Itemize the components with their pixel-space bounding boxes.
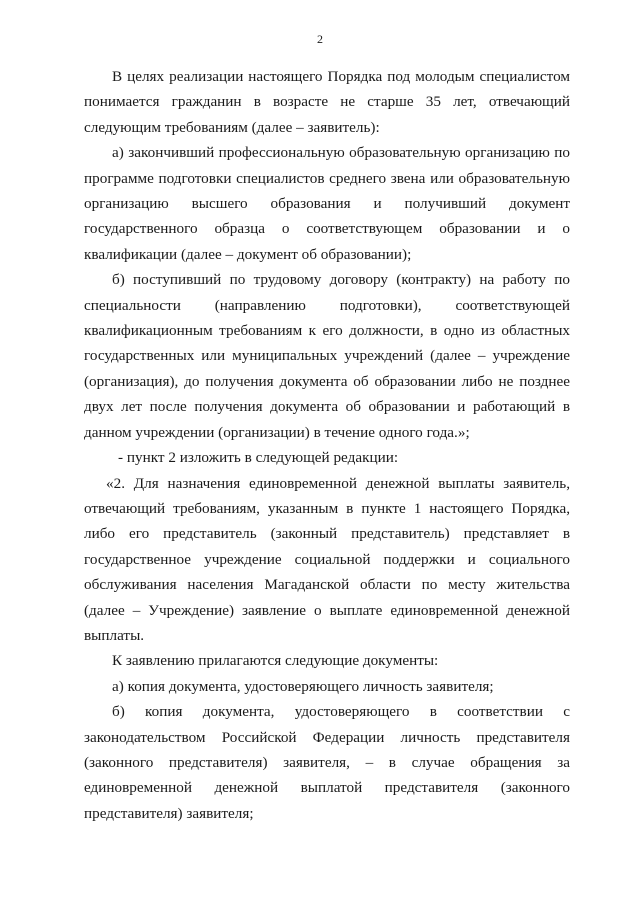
- paragraph-item-a-education: а) закончивший профессиональную образовательную организацию по программе подготовки специалистов среднего звена или образовательную организацию высшего образования и получивший документ государственного образца о соответствующем образовании и о квалификации (далее – документ об образовании);: [84, 144, 570, 263]
- paragraph-attached-documents: К заявлению прилагаются следующие документы:: [112, 652, 439, 670]
- paragraph-item-b-employment: б) поступивший по трудовому договору (контракту) на работу по специальности (направлению подготовки), соответствующей квалификационным требованиям к его должности, в одно из областных государственных или муниципальных учреждений (далее – учреждение (организация), до получения документа об образовании либо не позднее двух лет после получения документа об образовании и работающий в данном учреждении (организации) в течение одного года.»;: [84, 271, 570, 441]
- paragraph-amendment-point-2: - пункт 2 изложить в следующей редакции:: [118, 449, 399, 467]
- page-number: 2: [317, 32, 323, 46]
- paragraph-point-2-text: «2. Для назначения единовременной денежной выплаты заявитель, отвечающий требованиям, указанным в пункте 1 настоящего Порядка, либо его представитель (законный представитель) представляет в государственное учреждение социальной поддержки и социального обслуживания населения Магаданской области по месту жительства (далее – Учреждение) заявление о выплате единовременной денежной выплаты.: [84, 474, 570, 644]
- paragraph-doc-item-a: а) копия документа, удостоверяющего личность заявителя;: [112, 677, 494, 695]
- paragraph-definition: В целях реализации настоящего Порядка под молодым специалистом понимается гражданин в возрасте не старше 35 лет, отвечающий следующим требованиям (далее – заявитель):: [84, 68, 570, 136]
- paragraph-doc-item-b: б) копия документа, удостоверяющего в соответствии с законодательством Российской Федерации личность представителя (законного представителя) заявителя, – в случае обращения за единовременной денежной выплатой представителя (законного представителя) заявителя;: [84, 703, 570, 822]
- document-body: [84, 64, 570, 826]
